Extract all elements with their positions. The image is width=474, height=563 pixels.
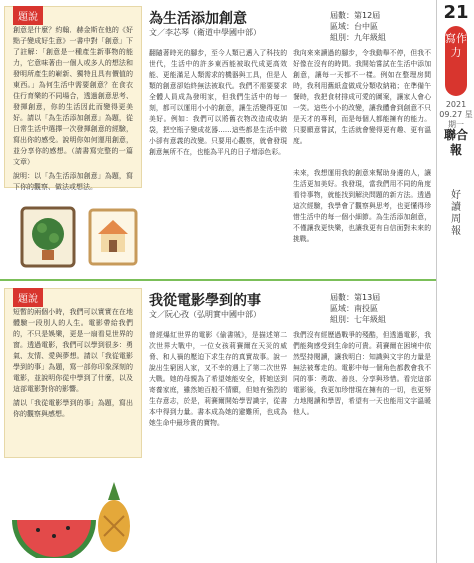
top-article-column-3: 未來，我想運用我的創意來幫助身邊的人，讓生活更加美好。我發現，當我們用不同的角度看待事物，就能找到解決問題的新方法。透過這次經驗，我學會了觀察與思考，也更懂得珍惜生活中的每一個小細節。為生活添加創意，不僅讓我更快樂，也讓我更有自信面對未來的挑戰。 [293, 169, 431, 243]
top-article-byline: 文／李芯琴（衛道中學國中部） [149, 28, 261, 37]
meta-session: 屆數：第12屆 [330, 11, 381, 20]
page-number: 21 [443, 2, 469, 23]
topic-guide-box-2 [4, 288, 142, 458]
meta-group-2: 組別：七年級組 [330, 315, 386, 324]
top-article-column-2: 我向來來讀過的腳步，令我動舉不停，但我不好像在沒有的時間。我開始嘗試在生活中添加創意，讓每一天都不一樣。例如在整理房間時，我利用舊紙盒做成分類收納箱；在準備午餐時，我把食材排成可愛的圖案，讓家人會心一笑。這些小小的改變，讓我體會到創意不只是天才的專利，而是每個人都能擁有的能力。只要願意嘗試，生活就會變得更有趣、更有溫度。 [293, 49, 431, 145]
top-article-title: 為生活添加創意 [149, 11, 247, 27]
topic-guide-box [4, 6, 142, 191]
guide-text [13, 25, 133, 193]
house-frame-icon [88, 208, 138, 266]
page-sidebar [436, 0, 474, 563]
bottom-article-byline: 文／阮心孜（弘明實中國中部） [149, 310, 261, 319]
section-label: 寫作力 [445, 32, 467, 59]
bottom-article-meta [330, 292, 386, 325]
section-divider [0, 279, 436, 281]
top-article-column-1: 翻隨著時光的腳步，至今人類已邁入了科技的世代，生活中的許多東西能被取代成更高效能、更能滿足人類需求的機器與工具，但是人類的創意卻始終無法被取代。我們不需要要求全體人員成為發明家，但我們生活中的每一刻，都可以運用小小的創意，讓生活變得更加美好。例如：我們可以將舊衣物改造成收納袋，把空瓶子變成花器……這些都是生活中微小卻有意義的改變。只要用心觀察，就會發現創意無所不在，也能為平凡的日子增添色彩。 [149, 49, 287, 156]
top-article-meta [330, 10, 386, 43]
guide-text-2 [13, 307, 133, 420]
brand-logo: 聯合報 [443, 128, 468, 157]
meta-region: 區域：台中區 [330, 22, 378, 31]
section-badge [445, 26, 467, 96]
bottom-article-column-1: 曾經爆紅世界的電影《偷書賊》，是描述第二次世界大戰中，一位女孩莉賽爾在天災的威脅、和人禍的壓迫下求生存的真實故事。說一說出生窮困人家，又不幸的遇上了第二次世界大戰。她的母親為了希望她能安全，將她送到寄養家庭，雖然她百般不情願，但她有強烈的生存意志，於是，莉賽爾開始學習識字，從書本中得到力量。書本成為她的避難所，也成為她生命中最珍貴的寶物。 [149, 331, 287, 427]
meta-group: 組別：九年級組 [330, 33, 386, 42]
guide-note: 說明：以「為生活添加創意」為題，寫下你的觀察、做法或想法。 [13, 172, 133, 191]
plant-frame-icon [20, 206, 76, 268]
meta-region-2: 區域：南投區 [330, 304, 378, 313]
meta-session-2: 屆數：第13屆 [330, 293, 381, 302]
guide-note-2: 請以「我從電影學到的事」為題，寫出你的觀察與感想。 [13, 399, 133, 418]
fruit-illustration-icon [8, 470, 138, 558]
bottom-article-column-2: 我們沒有經歷過戰爭的殘酷，但透過電影，我們能夠感受到生命的可貴。莉賽爾在困境中依然堅持閱讀，讓我明白：知識與文字的力量是無法被奪走的。電影中每一個角色都教會我不同的事：勇敢、善良、分享與珍惜。看完這部電影後，我更加珍惜現在擁有的一切，也更努力地閱讀和學習，希望有一天也能用文字溫暖他人。 [293, 331, 431, 416]
brand-subtitle: 好讀周報 [451, 190, 461, 237]
issue-date: 2021 09.27 星期一 [439, 100, 473, 129]
bottom-article-title: 我從電影學到的事 [149, 293, 261, 309]
guide-tag-2: 題說 [13, 288, 43, 307]
guide-body-2: 短暫的兩個小時，我們可以實實在在地體驗一段別人的人生。電影帶給我們的，不只是娛樂，更是一扇看見世界的窗。透過電影，我們可以學到很多：勇氣、友情、愛與夢想。請以「我從電影學到的事」為題，寫一部你印象深刻的電影，並說明你從中學到了什麼，以及這部電影對你的影響。 [13, 308, 133, 393]
guide-body: 創意是什麼？約翰．赫金斯在他的《好點子變成好生意》一書中對「創意」下了註解：「創意是一種產生新事物的能力，它意味著由一個人或多人的想法和發明所產生的嶄新、獨特且具有價值的東西。」為何生活中需要創意？在食衣住行育樂的不同場合，透過創意思考、發揮創意，你的生活因此而變得更美好。請以「為生活添加創意」為題，從日常生活中選擇一次發揮創意的經驗，寫出你的感受。說明你如何運用創意，並分享你的感想。（請書寫完整的一篇文章） [13, 26, 133, 166]
guide-tag: 題說 [13, 6, 43, 25]
